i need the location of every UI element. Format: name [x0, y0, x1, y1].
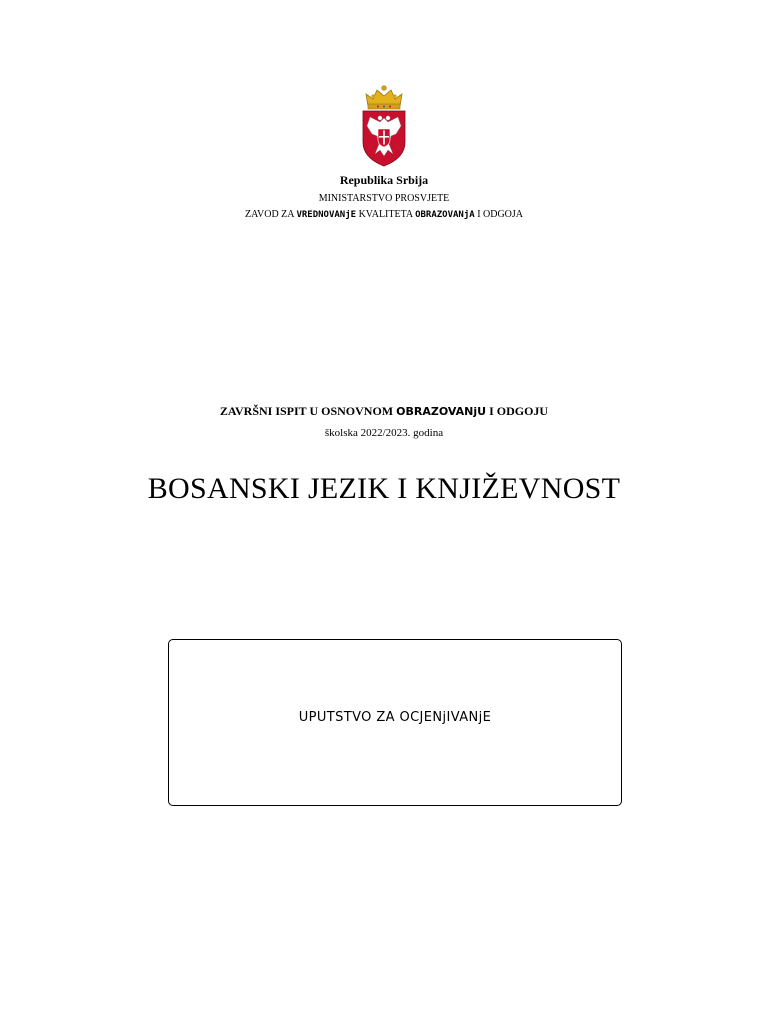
exam-title-prefix: ZAVRŠNI ISPIT U OSNOVNOM [219, 404, 397, 418]
instructions-label: UPUTSTVO ZA OCJENjIVANjE [298, 710, 492, 725]
crown-icon [366, 86, 402, 109]
cross-shield-icon [378, 129, 390, 147]
exam-title-highlight: OBRAZOVANjU [396, 405, 487, 418]
exam-title [0, 404, 768, 419]
republic-name: Republika Srbija [339, 173, 429, 187]
exam-title-suffix: I ODGOJU [486, 404, 549, 418]
institute-middle: KVALITETA [356, 209, 416, 220]
instructions-box [168, 639, 622, 806]
institute-word-education: OBRAZOVANjA [415, 210, 475, 220]
subject-title: BOSANSKI JEZIK I KNJIŽEVNOST [147, 472, 621, 505]
institute-prefix: ZAVOD ZA [244, 209, 297, 220]
institute-word-evaluation: VREDNOVANjE [296, 210, 357, 220]
serbia-coat-of-arms-icon [358, 84, 410, 168]
ministry-name: MINISTARSTVO PROSVJETE [318, 193, 450, 204]
institute-name [0, 209, 768, 220]
school-year: školska 2022/2023. godina [324, 427, 444, 439]
institute-suffix: I ODGOJA [474, 209, 524, 220]
